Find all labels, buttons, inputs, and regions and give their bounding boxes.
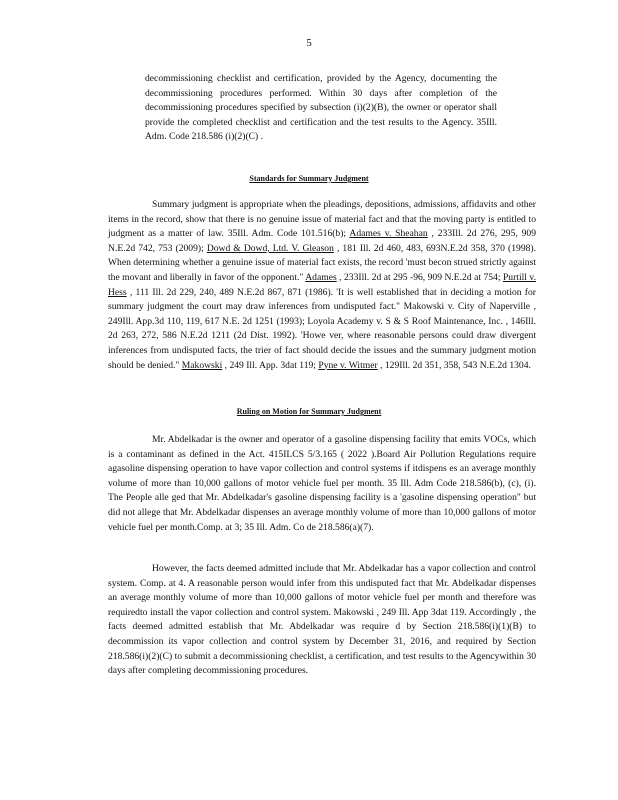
section-heading-ruling-text: Ruling on Motion for Summary Judgment: [236, 407, 382, 416]
text-run: , 249 Ill. App. 3dat 119;: [222, 359, 319, 371]
text-run: Mr. Abdelkadar is the owner and operator of a gasoline dispensing facility that emits VOCs, which is a contaminant as defined in the Act. 415ILCS 5/3.165 ( 2022 ).Board Air Pollution Regulations require agasoline dispensing operation to have vapor collection and control systems if itdispens es an average monthly volume of more than 10,000 gallons of motor vehicle fuel per month. 35 Ill. Adm Code 218.586(b), (c), (i). The People alle ged that Mr. Abdelkadar's gasoline dispensing facility is a 'gasoline dispensing operation" but did not allege that Mr. Abdelkadar dispenses an average monthly volume of more than 10,000 gallons of motor vehicle fuel per month.Comp. at 3; 35 Ill. Adm. Co de 218.586(a)(7).: [108, 434, 536, 533]
page-number: 5: [306, 37, 312, 49]
section-heading-standards: [0, 174, 618, 183]
paragraph-ruling-1: [108, 433, 536, 535]
case-citation-link: Makowski: [181, 359, 223, 371]
text-run: , 181 Ill. 2d 460, 483, 693N.E.2d 358, 370 (1998). When determining whether a genuine issue of material fact exists, the record 'must becon strued strictly against the movant and liberally in favor of the opponent.": [108, 242, 537, 283]
text-run: However, the facts deemed admitted include that Mr. Abdelkadar has a vapor collection and control system. Comp. at 4. A reasonable person would infer from this undisputed fact that Mr. Abdelkadar dispenses an average monthly volume of more than 10,000 gallons of motor vehicle fuel per month and therefore was requiredto install the vapor collection and control system. Makowski , 249 Ill. App 3dat 119. Accordingly , the facts deemed admitted establish that Mr. Abdelkadar was require d by Section 218.586(i)(1)(B) to decommission its vapor collection and control system by December 31, 2016, and required by Section 218.586(i)(2)(C) to submit a decommissioning checklist, a certification, and test results to the Agencywithin 30 days after completing decommissioning procedures.: [108, 563, 536, 677]
text-run: Summary judgment is appropriate when the pleadings, depositions, admissions, affidavits and other items in the record, show that there is no genuine issue of material fact and that the moving party is entitled to judgment as a matter of law. 35Ill. Adm. Code 101.516(b);: [108, 199, 536, 240]
paragraph-standards: [108, 198, 536, 373]
section-heading-standards-text: Standards for Summary Judgment: [249, 174, 369, 183]
text-run: , 129Ill. 2d 351, 358, 543 N.E.2d 1304.: [377, 359, 531, 371]
case-citation-link: Purtill v. Hess: [108, 271, 536, 298]
case-citation-link: Adames v. Sheahan: [349, 228, 428, 240]
case-citation-link: Pyne v. Witmer: [318, 359, 378, 371]
paragraph-ruling-2: [108, 562, 536, 679]
case-citation-link: Dowd & Dowd, Ltd. V. Gleason: [206, 242, 334, 254]
text-run: , 233Ill. 2d 276, 295, 909 N.E.2d 742, 753 (2009);: [108, 228, 536, 254]
section-heading-ruling: [0, 407, 618, 416]
block-quote: decommissioning checklist and certification, provided by the Agency, documenting the decommissioning procedures performed. Within 30 days after completion of the decommissioning procedures specified by subsection (i)(2)(B), the owner or operator shall provide the completed checklist and certification and the test results to the Agency. 35Ill. Adm. Code 218.586 (i)(2)(C) .: [145, 73, 497, 143]
text-run: , 233Ill. 2d at 295 -96, 909 N.E.2d at 754;: [336, 271, 503, 283]
text-run: , 111 Ill. 2d 229, 240, 489 N.E.2d 867, 871 (1986). 'It is well established that in deciding a motion for summary judgment the court may draw inferences from undisputed fact." Makowski v. City of Naperville , 249Ill. App.3d 110, 119, 617 N.E. 2d 1251 (1993); Loyola Academy v. S & S Roof Maintenance, Inc. , 146Ill. 2d 263, 272, 586 N.E.2d 1211 (2d Dist. 1992). 'Howe ver, where reasonable persons could draw divergent inferences from undisputed facts, the trier of fact should decide the issues and the summary judgment motion should be denied.": [108, 286, 536, 371]
case-citation-link: Adames: [305, 271, 337, 283]
